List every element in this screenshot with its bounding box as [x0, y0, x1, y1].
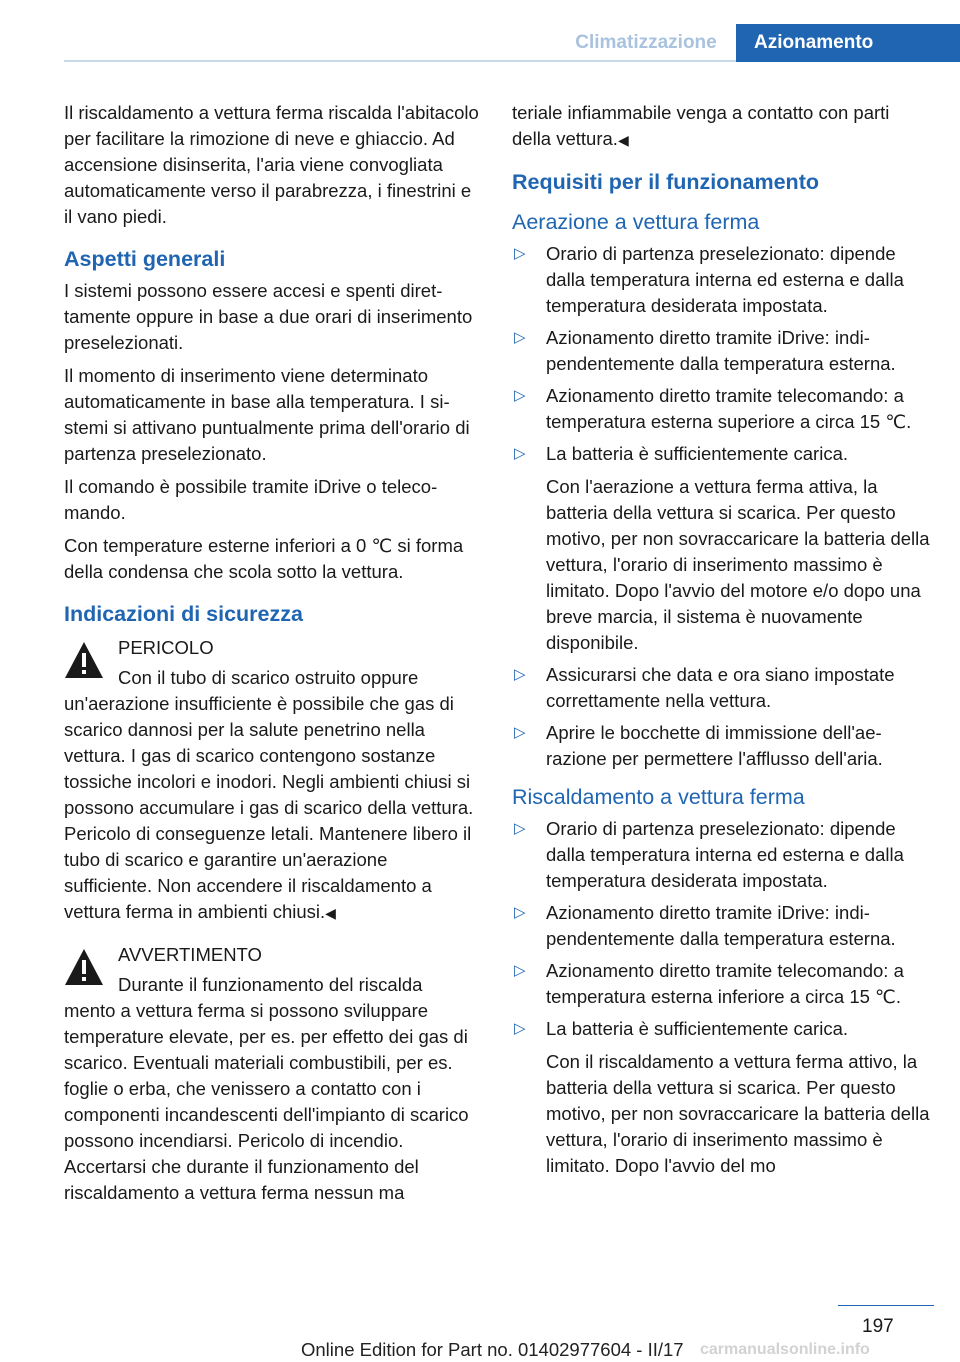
bullet-icon: ▷	[514, 666, 526, 683]
right-column	[512, 100, 932, 1185]
page-number: 197	[862, 1316, 894, 1337]
list-item: ▷ Azionamento diretto tramite telecomando: a temperatura esterna inferiore a circa 15 ℃.	[514, 960, 904, 1007]
warning-first-line: Durante il funzionamento del riscalda	[118, 974, 423, 995]
bullet-icon: ▷	[514, 445, 526, 462]
bullet-icon: ▷	[514, 245, 526, 262]
tab-climatizzazione[interactable]: Climatizzazione	[575, 32, 717, 53]
heating-requirements-list	[512, 816, 932, 1179]
bullet-icon: ▷	[514, 904, 526, 921]
end-mark: ◀	[617, 132, 629, 148]
continued-paragraph: teriale infiammabile venga a contatto con parti della vettura.◀	[512, 102, 890, 149]
list-item: ▷ Aprire le bocchette di immissione dell'aerazione per permettere l'afflusso dell'aria.	[514, 722, 883, 769]
tab-azionamento[interactable]: Azionamento	[736, 24, 960, 62]
watermark: carmanualsonline.info	[700, 1341, 870, 1358]
bullet-icon: ▷	[514, 820, 526, 837]
danger-first-line: Con il tubo di scarico ostruito oppure	[118, 667, 419, 688]
heading-aspetti-generali: Aspetti generali	[64, 247, 226, 271]
heading-riscaldamento: Riscaldamento a vettura ferma	[512, 785, 805, 809]
list-item: ▷ Azionamento diretto tramite iDrive: indipendentemente dalla temperatura esterna.	[514, 902, 896, 949]
heading-indicazioni-sicurezza: Indicazioni di sicurezza	[64, 602, 303, 626]
warning-text: mento a vettura ferma si possono sviluppare temperature elevate, per es. per effetto dei gas di scarico. Eventuali materiali combustibili, per es. foglie o erba, che venissero a contatto con i componenti incandescenti dell'impianto di scarico possono incendiarsi. Pericolo di incendio. Accertarsi che durante il funzionamento del riscaldamento a vettura ferma nessun ma	[64, 1000, 469, 1203]
list-item: ▷ Orario di partenza preselezionato: dipende dalla temperatura interna ed esterna e dalla temperatura desiderata impostata.	[514, 818, 904, 891]
bullet-icon: ▷	[514, 1020, 526, 1037]
heading-requisiti: Requisiti per il funzionamento	[512, 170, 819, 194]
left-column	[64, 100, 480, 1206]
battery-note: Con l'aerazione a vettura ferma attiva, la batteria della vettura si scarica. Per questo motivo, per non sovraccaricare la batteria della vettura, l'orario di inserimento massimo è limitato. Dopo l'avvio del motore e/o dopo una breve marcia, il sistema è nuovamente disponibile.	[546, 476, 930, 653]
list-item: ▷ La batteria è sufficientemente carica. Con il riscaldamento a vettura ferma attivo, la batteria della vettura si scarica. Per questo motivo, per non sovraccaricare la batteria della vettura, l'orario di inserimento massimo è limitato. Dopo l'avvio del mo	[512, 1016, 932, 1179]
list-item: ▷ Assicurarsi che data e ora siano impostate correttamente nella vettura.	[514, 664, 895, 711]
battery-note: Con il riscaldamento a vettura ferma attivo, la batteria della vettura si scarica. Per questo motivo, per non sovraccaricare la batteria della vettura, l'orario di inserimento massimo è limitato. Dopo l'avvio del mo	[546, 1051, 930, 1176]
paragraph: I sistemi possono essere accesi e spenti direttamente oppure in base a due orari di inserimento preselezionati.	[64, 280, 473, 353]
paragraph: Il comando è possibile tramite iDrive o telecomando.	[64, 476, 438, 523]
danger-text: un'aerazione insufficiente è possibile che gas di scarico dannosi per la salute penetrino nella vettura. I gas di scarico contengono sostanze tossiche incolori e inodori. Negli ambienti chiusi si possono accumulare i gas di scarico della vettura. Pericolo di conseguenze letali. Mantenere libero il tubo di scarico e garantire un'aerazione sufficiente. Non accendere il riscaldamento a vettura ferma in ambienti chiusi.	[64, 693, 474, 922]
paragraph: Il momento di inserimento viene determinato automaticamente in base alla temperatura. I sistemi si attivano puntualmente prima dell'orario di partenza preselezionato.	[64, 365, 470, 464]
list-item: ▷ Orario di partenza preselezionato: dipende dalla temperatura interna ed esterna e dalla temperatura desiderata impostata.	[514, 243, 904, 316]
edition-footer: Online Edition for Part no. 01402977604 - II/17	[301, 1339, 684, 1360]
paragraph: Con temperature esterne inferiori a 0 ℃ si forma della condensa che scola sotto la vettura.	[64, 535, 464, 582]
list-item: ▷ Azionamento diretto tramite iDrive: indipendentemente dalla temperatura esterna.	[514, 327, 896, 374]
warning-triangle-icon	[64, 948, 104, 986]
danger-notice	[64, 635, 480, 926]
ventilation-requirements-list	[512, 241, 932, 772]
warning-label: AVVERTIMENTO	[118, 944, 262, 965]
bullet-icon: ▷	[514, 962, 526, 979]
danger-label: PERICOLO	[118, 637, 214, 658]
end-mark: ◀	[325, 905, 336, 921]
intro-paragraph: Il riscaldamento a vettura ferma riscalda l'abitacolo per facilitare la rimozione di neve e ghiaccio. Ad accensione disinserita, l'aria viene convogliata automaticamente verso il parabrezza, i finestrini e il vano piedi.	[64, 102, 479, 227]
bullet-icon: ▷	[514, 724, 526, 741]
warning-triangle-icon	[64, 641, 104, 679]
heading-aerazione: Aerazione a vettura ferma	[512, 210, 760, 234]
warning-notice	[64, 942, 480, 1206]
bullet-icon: ▷	[514, 387, 526, 404]
list-item: ▷ La batteria è sufficientemente carica. Con l'aerazione a vettura ferma attiva, la batteria della vettura si scarica. Per questo motivo, per non sovraccaricare la batteria della vettura, l'orario di inserimento massimo è limitato. Dopo l'avvio del motore e/o dopo una breve marcia, il sistema è nuovamente disponibile.	[512, 441, 932, 656]
page-number-rule	[838, 1305, 934, 1306]
bullet-icon: ▷	[514, 329, 526, 346]
list-item: ▷ Azionamento diretto tramite telecomando: a temperatura esterna superiore a circa 15 ℃.	[514, 385, 912, 432]
